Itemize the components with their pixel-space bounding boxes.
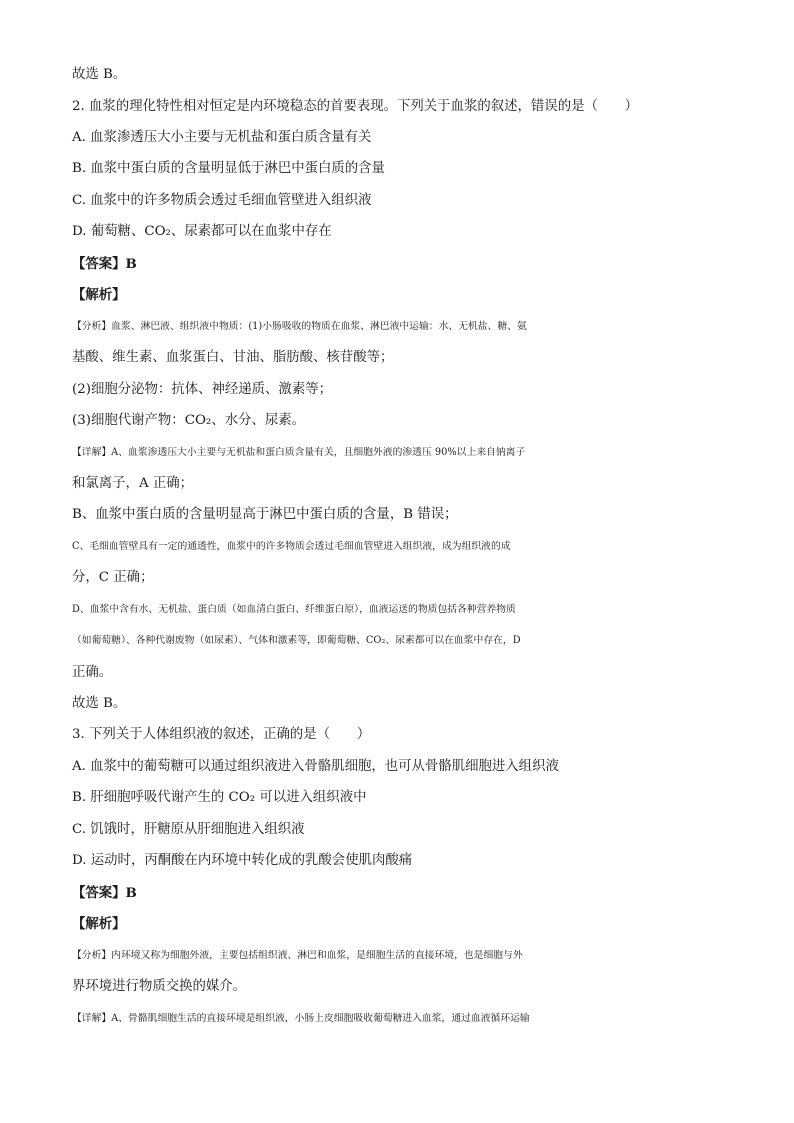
detail-text: B、血浆中蛋白质的含量明显高于淋巴中蛋白质的含量，B 错误； (72, 507, 458, 522)
detail-text: D、血浆中含有水、无机盐、蛋白质（如血清白蛋白、纤维蛋白原），血液运送的物质包括各种营养物质 (72, 604, 516, 615)
option-d: D. 运动时，丙酮酸在内环境中转化成的乳酸会使肌肉酸痛 (72, 853, 413, 868)
option-c: C. 血浆中的许多物质会透过毛细血管壁进入组织液 (72, 193, 372, 208)
detail-text: 【详解】A、血浆渗透压大小主要与无机盐和蛋白质含量有关，且细胞外液的渗透压 90%以上来自钠离子 (72, 447, 526, 458)
text-line: 故选 B。 (72, 696, 127, 711)
detail-text: （如葡萄糖）、各种代谢废物（如尿素）、气体和激素等，即葡萄糖、CO₂、尿素都可以在血浆中存在，D (72, 635, 521, 646)
analysis-text: 界环境进行物质交换的媒介。 (72, 979, 247, 994)
detail-text: 和氯离子，A 正确； (72, 476, 194, 491)
option-a: A. 血浆中的葡萄糖可以通过组织液进入骨骼肌细胞，也可从骨骼肌细胞进入组织液 (72, 759, 559, 774)
analysis-text: 【分析】内环境又称为细胞外液，主要包括组织液、淋巴和血浆，是细胞生活的直接环境，也是细胞与外 (72, 950, 523, 961)
analysis-text: 【分析】血浆、淋巴液、组织液中物质：(1)小肠吸收的物质在血浆、淋巴液中运输：水、无机盐、糖、氨 (72, 321, 527, 332)
detail-text: 分，C 正确； (72, 570, 154, 585)
text-line: 故选 B。 (72, 67, 127, 82)
detail-text: C、毛细血管壁具有一定的通透性，血浆中的许多物质会透过毛细血管壁进入组织液，成为组织液的成 (72, 541, 511, 552)
option-a: A. 血浆渗透压大小主要与无机盐和蛋白质含量有关 (72, 130, 372, 145)
analysis-text: 基酸、维生素、血浆蛋白、甘油、脂肪酸、核苷酸等； (72, 350, 394, 365)
option-b: B. 血浆中蛋白质的含量明显低于淋巴中蛋白质的含量 (72, 161, 385, 176)
question-3-stem: 3. 下列关于人体组织液的叙述，正确的是（ ） (72, 727, 371, 742)
answer-label: 【答案】B (72, 256, 137, 272)
detail-text: 【详解】A、骨骼肌细胞生活的直接环境是组织液，小肠上皮细胞吸收葡萄糖进入血浆，通过血液循环运输 (72, 1013, 530, 1024)
option-c: C. 饥饿时，肝糖原从肝细胞进入组织液 (72, 822, 305, 837)
analysis-text: (3)细胞代谢产物：CO₂、水分、尿素。 (72, 413, 306, 428)
question-2-stem: 2. 血浆的理化特性相对恒定是内环境稳态的首要表现。下列关于血浆的叙述，错误的是（ ） (72, 99, 639, 114)
analysis-text: (2)细胞分泌物：抗体、神经递质、激素等； (72, 382, 332, 397)
option-b: B. 肝细胞呼吸代谢产生的 CO₂ 可以进入组织液中 (72, 790, 367, 805)
option-d: D. 葡萄糖、CO₂、尿素都可以在血浆中存在 (72, 224, 332, 239)
analysis-label: 【解析】 (72, 916, 126, 932)
answer-label: 【答案】B (72, 885, 137, 901)
analysis-label: 【解析】 (72, 287, 126, 303)
detail-text: 正确。 (72, 665, 113, 680)
